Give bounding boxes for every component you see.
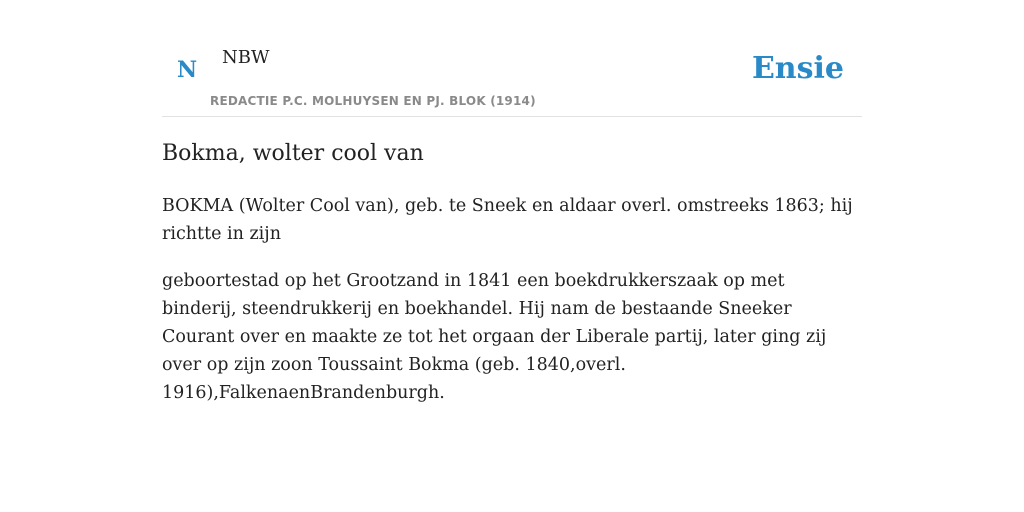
source-name: NBW — [222, 47, 270, 68]
article-content — [162, 136, 862, 407]
source-logo-link[interactable]: N — [177, 57, 198, 83]
source-header — [162, 0, 862, 117]
source-subtitle: REDACTIE P.C. MOLHUYSEN EN PJ. BLOK (1914) — [210, 94, 536, 108]
article-paragraph: geboortestad op het Grootzand in 1841 een boekdrukkerszaak op met binderij, steendrukkerij en boekhandel. Hij nam de bestaande Sneeker Courant over en maakte ze tot het orgaan der Liberale partij, later ging zij over op zijn zoon Toussaint Bokma (geb. 1840,overl. 1916),FalkenaenBrandenburgh. — [162, 271, 827, 403]
ensie-brand-link[interactable]: Ensie — [751, 51, 844, 86]
article-title: Bokma, wolter cool van — [162, 141, 424, 166]
article-paragraph: BOKMA (Wolter Cool van), geb. te Sneek en aldaar overl. omstreeks 1863; hij richtte in zijn — [162, 196, 853, 244]
